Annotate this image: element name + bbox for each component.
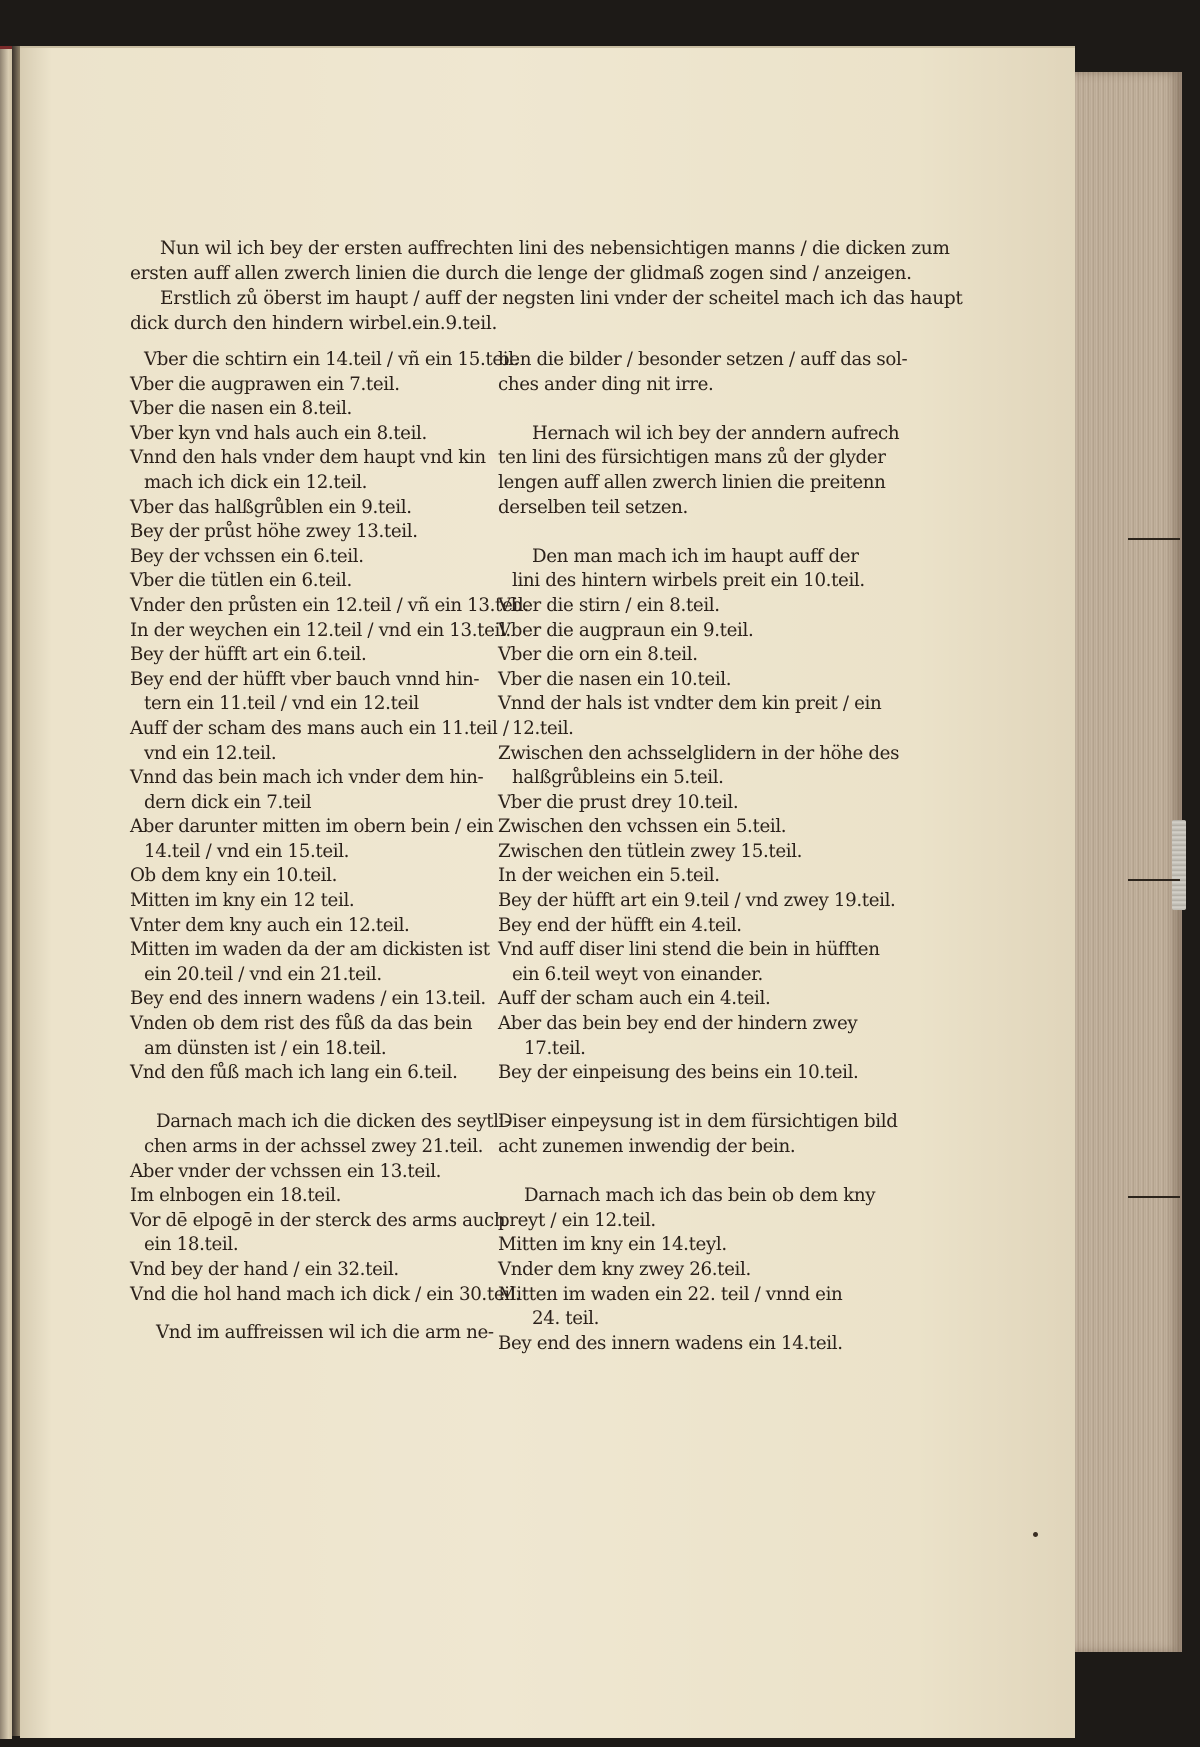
text-line: In der weychen ein 12.teil / vnd ein 13.teil. bbox=[130, 619, 511, 641]
text-line: 24. teil. bbox=[532, 1308, 600, 1330]
text-line: Vnnd das bein mach ich vnder dem hin- bbox=[130, 767, 484, 789]
text-line: Darnach mach ich das bein ob dem kny bbox=[524, 1185, 876, 1207]
text-line: Zwischen den achsselglidern in der höhe des bbox=[498, 742, 900, 764]
text-line: Auff der scham des mans auch ein 11.teil / bbox=[130, 717, 509, 739]
text-line: Vber das halßgrůblen ein 9.teil. bbox=[130, 496, 412, 518]
text-line: Vnnd der hals ist vndter dem kin preit / ein bbox=[498, 693, 882, 715]
text-line: Vnter dem kny auch ein 12.teil. bbox=[130, 914, 410, 936]
text-line: Vber die orn ein 8.teil. bbox=[498, 644, 698, 666]
text-line: am dünsten ist / ein 18.teil. bbox=[144, 1037, 387, 1059]
text-line: Vber kyn vnd hals auch ein 8.teil. bbox=[130, 422, 427, 444]
text-line: Mitten im kny ein 14.teyl. bbox=[498, 1234, 727, 1256]
text-line: preyt / ein 12.teil. bbox=[498, 1209, 656, 1231]
edge-marker-line bbox=[1128, 538, 1180, 540]
text-line: ben die bilder / besonder setzen / auff das sol- bbox=[498, 349, 908, 370]
text-line: ein 20.teil / vnd ein 21.teil. bbox=[144, 963, 382, 985]
text-line: Bey der průst höhe zwey 13.teil. bbox=[130, 521, 418, 543]
text-line: Den man mach ich im haupt auff der bbox=[532, 545, 859, 567]
text-line: Vor dē elpogē in der sterck des arms auch bbox=[130, 1209, 506, 1231]
text-line: vnd ein 12.teil. bbox=[144, 742, 277, 764]
text-line: Vnd bey der hand / ein 32.teil. bbox=[130, 1258, 399, 1280]
text-line: Ob dem kny ein 10.teil. bbox=[130, 865, 337, 887]
text-line: Zwischen den tütlein zwey 15.teil. bbox=[498, 840, 803, 862]
text-line: ten lini des fürsichtigen mans zů der glyder bbox=[498, 447, 886, 469]
left-page-edge bbox=[0, 46, 12, 1739]
paragraph-gap bbox=[130, 1086, 496, 1111]
text-line: Bey end der hüfft ein 4.teil. bbox=[498, 914, 742, 936]
text-line: Bey end des innern wadens ein 14.teil. bbox=[498, 1332, 843, 1354]
text-line: Vber die stirn / ein 8.teil. bbox=[498, 594, 720, 616]
paragraph-gap bbox=[130, 1307, 496, 1321]
text-line: Zwischen den vchssen ein 5.teil. bbox=[498, 816, 787, 838]
text-line: In der weichen ein 5.teil. bbox=[498, 865, 720, 887]
text-line: Vber die schtirn ein 14.teil / vñ ein 15.teil. bbox=[144, 349, 520, 370]
text-line: Hernach wil ich bey der anndern aufrech bbox=[532, 422, 900, 444]
text-line: Vnd im auffreissen wil ich die arm ne- bbox=[156, 1322, 494, 1344]
text-line: Aber darunter mitten im obern bein / ein bbox=[130, 816, 494, 838]
text-line: Vber die nasen ein 8.teil. bbox=[130, 398, 352, 420]
text-line: mach ich dick ein 12.teil. bbox=[144, 471, 368, 493]
text-line: lengen auff allen zwerch linien die preitenn bbox=[498, 471, 886, 493]
text-line: 12.teil. bbox=[512, 717, 574, 739]
text-line: Vnnd den hals vnder dem haupt vnd kin bbox=[130, 447, 486, 469]
intro-line: ersten auff allen zwerch linien die durch die lenge der glidmaß zogen sind / anzeigen. bbox=[130, 263, 912, 284]
edge-marker-line bbox=[1128, 1196, 1180, 1198]
text-line: ein 18.teil. bbox=[144, 1234, 239, 1256]
paragraph-gap bbox=[498, 397, 888, 422]
text-line: Vber die tütlen ein 6.teil. bbox=[130, 570, 352, 592]
text-line: Mitten im waden da der am dickisten ist bbox=[130, 939, 490, 961]
bookmark-ribbon bbox=[1172, 820, 1186, 910]
book-gutter bbox=[12, 46, 20, 1736]
text-line: Vber die nasen ein 10.teil. bbox=[498, 668, 732, 690]
text-line: ein 6.teil weyt von einander. bbox=[512, 963, 763, 985]
text-line: Aber vnder der vchssen ein 13.teil. bbox=[130, 1160, 442, 1182]
text-line: Vber die augpraun ein 9.teil. bbox=[498, 619, 754, 641]
edge-marker-line bbox=[1128, 879, 1180, 881]
text-line: Diser einpeysung ist in dem fürsichtigen bild bbox=[498, 1111, 898, 1133]
text-line: Bey end der hüfft vber bauch vnnd hin- bbox=[130, 668, 480, 690]
right-column bbox=[498, 348, 908, 1356]
text-line: Mitten im kny ein 12 teil. bbox=[130, 890, 355, 912]
text-line: 17.teil. bbox=[524, 1037, 586, 1059]
text-line: chen arms in der achssel zwey 21.teil. bbox=[144, 1136, 484, 1157]
text-line: acht zunemen inwendig der bein. bbox=[498, 1136, 796, 1157]
text-line: Vnd auff diser lini stend die bein in hüfften bbox=[498, 939, 880, 961]
intro-line: Nun wil ich bey der ersten auffrechten lini des nebensichtigen manns / die dicken zum bbox=[160, 238, 950, 259]
text-line: Bey der hüfft art ein 6.teil. bbox=[130, 644, 367, 666]
text-line: Vnd die hol hand mach ich dick / ein 30.teil. bbox=[130, 1283, 521, 1305]
text-line: Bey end des innern wadens / ein 13.teil. bbox=[130, 988, 486, 1010]
text-line: Vnd den fůß mach ich lang ein 6.teil. bbox=[130, 1062, 458, 1084]
text-line: Bey der vchssen ein 6.teil. bbox=[130, 545, 364, 567]
text-line: dern dick ein 7.teil bbox=[144, 791, 312, 813]
page-edges bbox=[1068, 72, 1182, 1652]
paragraph-gap bbox=[498, 1086, 888, 1111]
text-line: lini des hintern wirbels preit ein 10.teil. bbox=[512, 570, 865, 592]
left-column bbox=[130, 348, 529, 1346]
text-line: Bey der einpeisung des beins ein 10.teil. bbox=[498, 1062, 859, 1084]
text-line: Im elnbogen ein 18.teil. bbox=[130, 1185, 342, 1207]
text-line: Auff der scham auch ein 4.teil. bbox=[498, 988, 771, 1010]
text-line: Darnach mach ich die dicken des seytli- bbox=[156, 1111, 510, 1133]
page-text bbox=[130, 236, 963, 1354]
text-line: Vber die prust drey 10.teil. bbox=[498, 791, 739, 813]
paragraph-gap bbox=[498, 520, 888, 545]
intro-line: Erstlich zů öberst im haupt / auff der negsten lini vnder der scheitel mach ich das haupt bbox=[160, 288, 963, 309]
paragraph-gap bbox=[498, 1160, 888, 1185]
text-line: ches ander ding nit irre. bbox=[498, 373, 714, 395]
text-line: 14.teil / vnd ein 15.teil. bbox=[144, 840, 350, 862]
text-line: Aber das bein bey end der hindern zwey bbox=[498, 1013, 858, 1035]
text-line: Vber die augprawen ein 7.teil. bbox=[130, 373, 400, 395]
text-line: derselben teil setzen. bbox=[498, 496, 688, 518]
text-line: tern ein 11.teil / vnd ein 12.teil bbox=[144, 693, 419, 715]
text-line: Bey der hüfft art ein 9.teil / vnd zwey 19.teil. bbox=[498, 890, 896, 912]
ink-dot bbox=[1033, 1532, 1038, 1537]
text-line: halßgrůbleins ein 5.teil. bbox=[512, 767, 724, 789]
text-line: Mitten im waden ein 22. teil / vnnd ein bbox=[498, 1283, 843, 1305]
text-line: Vnder dem kny zwey 26.teil. bbox=[498, 1258, 751, 1280]
text-line: Vnder den průsten ein 12.teil / vñ ein 13.teil. bbox=[130, 594, 529, 616]
text-line: Vnden ob dem rist des fůß da das bein bbox=[130, 1013, 473, 1035]
intro-line: dick durch den hindern wirbel.ein.9.teil. bbox=[130, 313, 498, 334]
